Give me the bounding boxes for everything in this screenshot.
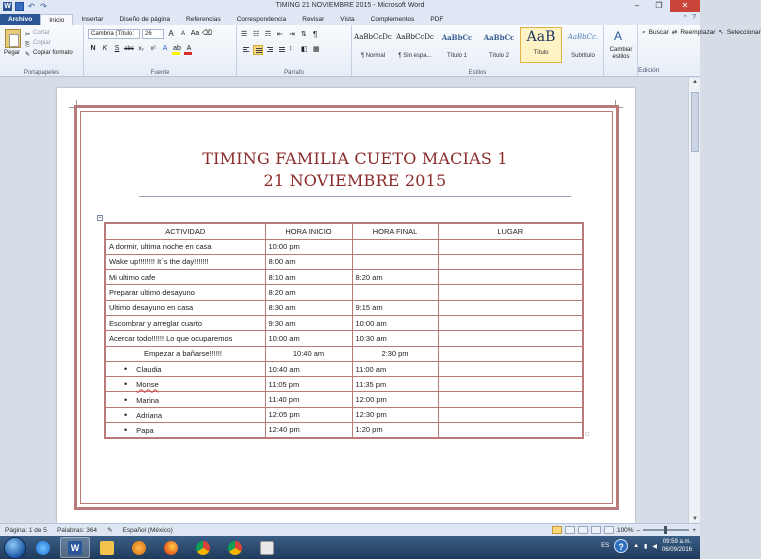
page-count[interactable]: Página: 1 de 5 — [5, 526, 47, 534]
text-effects-icon[interactable]: A — [162, 45, 168, 52]
style-sample: AaBbCcDc — [354, 33, 392, 41]
folder-icon — [100, 541, 114, 555]
window-title: TIMING 21 NOVIEMBRE 2015 - Microsoft Word — [275, 2, 425, 9]
cell-start[interactable]: 10:40 am — [265, 361, 352, 376]
media-player-icon — [132, 541, 146, 555]
cell-end[interactable]: 10:30 am — [352, 331, 438, 346]
borders-icon[interactable]: ▦ — [313, 46, 320, 53]
paste-icon[interactable] — [5, 29, 21, 48]
format-painter-button[interactable] — [25, 48, 73, 58]
activity-text: Claudia — [136, 365, 162, 375]
window-controls — [626, 0, 700, 12]
cell-start[interactable]: 9:30 am — [265, 315, 352, 330]
clock-date: 06/09/2016 — [661, 547, 692, 553]
cell-start[interactable]: 12:05 pm — [265, 407, 352, 422]
view-zoom-controls — [552, 526, 696, 534]
table-row — [105, 254, 583, 269]
cell-place[interactable] — [438, 239, 583, 254]
ribbon — [0, 25, 761, 77]
tab-correspondencia[interactable]: Correspondencia — [236, 16, 287, 23]
full-screen-view-button[interactable] — [565, 526, 575, 534]
undo-icon[interactable]: ↶ — [28, 2, 35, 11]
cell-activity[interactable]: Empezar a bañarse!!!!!! — [105, 346, 265, 361]
paragraph-group-label: Párrafo — [284, 70, 304, 76]
paragraph-group — [237, 25, 352, 77]
style-name: Título — [533, 50, 549, 56]
style-normal[interactable] — [352, 27, 394, 63]
table-row — [105, 239, 583, 254]
taskbar-word[interactable] — [60, 537, 90, 558]
find-label: Buscar — [648, 29, 669, 36]
table-resize-handle-icon[interactable]: ◻ — [585, 431, 590, 437]
cell-start[interactable]: 8:10 am — [265, 270, 352, 285]
cell-end[interactable]: 12:30 pm — [352, 407, 438, 422]
chrome-icon — [228, 541, 242, 555]
redo-icon[interactable]: ↷ — [40, 2, 47, 11]
ribbon-right-controls — [682, 14, 696, 22]
help-icon[interactable]: ? — [692, 14, 696, 21]
format-painter-label: Copiar formato — [33, 50, 73, 56]
cell-activity[interactable] — [105, 392, 265, 407]
cell-activity[interactable]: Wake up!!!!!!!! It´s the day!!!!!!! — [105, 254, 265, 269]
style-name: ¶ Sin espa... — [398, 53, 432, 59]
title-underline — [139, 196, 571, 197]
font-group — [84, 25, 237, 77]
style-name: ¶ Normal — [360, 53, 386, 59]
zoom-slider-thumb[interactable] — [664, 526, 667, 534]
tab-archivo[interactable]: Archivo — [0, 14, 40, 25]
table-row — [105, 315, 583, 330]
taskbar-app[interactable] — [252, 537, 282, 558]
highlight-icon[interactable]: ab — [172, 44, 182, 54]
taskbar-ie[interactable] — [28, 537, 58, 558]
clock-time: 09:59 a.m. — [662, 539, 692, 545]
replace-button[interactable] — [672, 27, 716, 38]
bold-button[interactable]: N — [90, 45, 96, 52]
cell-place[interactable] — [438, 346, 583, 361]
find-button[interactable] — [642, 27, 669, 38]
show-hidden-icons-icon[interactable]: ▲ — [633, 543, 640, 549]
cell-place[interactable] — [438, 377, 583, 392]
shading-icon[interactable]: ◧ — [301, 46, 308, 53]
app-icon — [260, 541, 274, 555]
cell-activity[interactable] — [105, 377, 265, 392]
paste-button[interactable]: Pegar — [4, 50, 21, 56]
copy-label: Copiar — [33, 40, 51, 46]
minimize-button[interactable]: – — [634, 1, 640, 10]
cell-activity[interactable]: Preparar ultimo desayuno — [105, 285, 265, 300]
word-count[interactable]: Palabras: 364 — [56, 526, 98, 534]
style-heading-1[interactable] — [436, 27, 478, 63]
increase-indent-icon[interactable]: ⇥ — [289, 31, 295, 38]
cell-end[interactable] — [352, 285, 438, 300]
header-lugar[interactable]: LUGAR — [438, 223, 583, 239]
cell-place[interactable] — [438, 285, 583, 300]
style-title[interactable] — [520, 27, 562, 63]
clock[interactable] — [662, 538, 692, 554]
style-subtitle[interactable] — [562, 27, 604, 63]
vertical-scrollbar[interactable] — [688, 78, 700, 523]
select-button[interactable] — [718, 27, 760, 38]
proofing-icon: ✎ — [107, 527, 113, 534]
bullets-icon[interactable]: ☰ — [241, 31, 248, 38]
header-actividad[interactable]: ACTIVIDAD — [105, 223, 265, 239]
firefox-icon — [164, 541, 178, 555]
italic-button[interactable]: K — [102, 45, 108, 52]
zoom-slider[interactable] — [643, 529, 689, 531]
activity-text: Marina — [136, 395, 160, 405]
table-row — [105, 407, 583, 422]
cell-end[interactable]: 1:20 pm — [352, 423, 438, 438]
style-name: Título 2 — [488, 53, 509, 59]
tab-inicio[interactable]: Inicio — [40, 14, 73, 25]
subscript-button[interactable]: x₂ — [138, 46, 144, 52]
cell-activity[interactable] — [105, 361, 265, 376]
schedule-table[interactable] — [104, 222, 584, 439]
scissors-icon: ✂ — [25, 32, 31, 38]
shrink-font-button[interactable]: A — [180, 31, 185, 37]
underline-button[interactable]: S — [114, 45, 120, 52]
maximize-button[interactable]: ❐ — [655, 1, 663, 10]
activity-text: A dormir, ultima noche en casa — [109, 242, 212, 252]
header-hora-final[interactable]: HORA FINAL — [352, 223, 438, 239]
font-color-icon[interactable]: A — [184, 44, 194, 54]
style-name: Título 1 — [446, 53, 467, 59]
document-page[interactable] — [57, 88, 635, 523]
title-bar — [0, 0, 700, 13]
align-left-icon[interactable] — [241, 45, 251, 55]
clipboard-group — [0, 25, 84, 77]
zoom-out-button[interactable]: – — [636, 526, 641, 534]
style-sample: AaBbCc — [441, 33, 473, 42]
table-row — [105, 392, 583, 407]
volume-icon[interactable]: ◀ — [652, 543, 657, 550]
table-row — [105, 300, 583, 315]
style-name: Subtítulo — [571, 53, 595, 59]
brush-icon: ✎ — [25, 52, 31, 58]
font-group-label: Fuente — [150, 70, 170, 76]
cell-activity[interactable]: Mi ultimo cafe — [105, 270, 265, 285]
table-row — [105, 331, 583, 346]
start-button[interactable] — [4, 537, 26, 559]
cell-start[interactable]: 11:05 pm — [265, 377, 352, 392]
cell-activity[interactable] — [105, 407, 265, 422]
taskbar-chrome-2[interactable] — [220, 537, 250, 558]
taskbar-firefox[interactable] — [156, 537, 186, 558]
document-title[interactable]: TIMING FAMILIA CUETO MACIAS 1 — [202, 149, 508, 168]
cell-start[interactable]: 12:40 pm — [265, 423, 352, 438]
cell-start[interactable]: 10:40 am — [265, 346, 352, 361]
tab-complementos[interactable]: Complementos — [370, 16, 415, 23]
system-tray — [601, 538, 692, 554]
line-spacing-icon[interactable]: ↕ — [289, 45, 293, 52]
cell-activity[interactable] — [105, 239, 265, 254]
tab-pdf[interactable]: PDF — [430, 16, 444, 23]
web-layout-view-button[interactable] — [578, 526, 588, 534]
table-row — [105, 377, 583, 392]
cell-place[interactable] — [438, 423, 583, 438]
style-sample: AaBbCc — [483, 33, 515, 42]
cell-start[interactable]: 10:00 pm — [265, 239, 352, 254]
cell-activity[interactable] — [105, 423, 265, 438]
table-row — [105, 346, 583, 361]
editing-group-label: Edición — [638, 67, 660, 74]
taskbar-chrome-1[interactable] — [188, 537, 218, 558]
tab-vista[interactable]: Vista — [340, 16, 355, 23]
document-date[interactable]: 21 NOVIEMBRE 2015 — [263, 171, 447, 190]
multilevel-list-icon[interactable]: ☶ — [265, 31, 272, 38]
style-no-spacing[interactable] — [394, 27, 436, 63]
replace-icon: ⇄ — [671, 29, 678, 36]
styles-group — [352, 25, 604, 77]
taskbar-explorer[interactable] — [92, 537, 122, 558]
zoom-in-button[interactable]: + — [692, 526, 696, 534]
font-name-combo[interactable]: Cambria (Título: — [88, 29, 140, 39]
chrome-icon — [196, 541, 210, 555]
cell-activity[interactable]: Acercar todo!!!!!! Lo que ocuparemos — [105, 331, 265, 346]
tab-revisar[interactable]: Revisar — [302, 16, 325, 23]
table-row — [105, 423, 583, 438]
table-row — [105, 285, 583, 300]
copy-icon: ⎘ — [25, 42, 30, 48]
cell-end[interactable]: 9:15 am — [352, 300, 438, 315]
styles-group-label: Estilos — [468, 70, 487, 76]
scroll-up-icon[interactable]: ▲ — [692, 79, 698, 85]
draft-view-button[interactable] — [604, 526, 614, 534]
sort-icon[interactable]: ⇅ — [301, 31, 307, 38]
ribbon-tabs — [0, 13, 700, 25]
language-status[interactable]: Español (México) — [122, 526, 173, 534]
cell-start[interactable]: 8:30 am — [265, 300, 352, 315]
taskbar-media[interactable] — [124, 537, 154, 558]
close-button[interactable]: ✕ — [670, 0, 700, 12]
cell-start[interactable]: 10:00 am — [265, 331, 352, 346]
cell-end[interactable]: 8:20 am — [352, 270, 438, 285]
cell-end[interactable]: 11:00 am — [352, 361, 438, 376]
cell-activity[interactable]: Ultimo desayuno en casa — [105, 300, 265, 315]
change-styles-button[interactable]: Cambiar estilos — [609, 47, 633, 60]
binoculars-icon: ⌕ — [642, 29, 646, 36]
cell-end[interactable]: 11:35 pm — [352, 377, 438, 392]
editing-group — [638, 25, 761, 77]
word-icon: W — [68, 541, 82, 555]
select-label: Seleccionar — [726, 29, 761, 36]
change-case-button[interactable]: Aa — [190, 30, 200, 37]
cut-button[interactable] — [25, 28, 73, 38]
taskbar — [0, 536, 700, 559]
table-header-row — [105, 223, 583, 239]
font-size-combo[interactable]: 26 — [142, 29, 164, 39]
cell-place[interactable] — [438, 254, 583, 269]
scroll-thumb[interactable] — [691, 92, 699, 152]
clipboard-group-label: Portapapeles — [23, 70, 60, 76]
cut-label: Cortar — [33, 30, 50, 36]
network-icon[interactable]: ▮ — [644, 543, 648, 550]
cell-activity[interactable]: Escombrar y arreglar cuarto — [105, 315, 265, 330]
language-indicator[interactable]: ES — [601, 543, 610, 549]
align-right-icon[interactable] — [265, 45, 275, 55]
cell-end[interactable]: 10:00 am — [352, 315, 438, 330]
cell-place[interactable] — [438, 300, 583, 315]
word-app-icon[interactable]: W — [4, 3, 11, 10]
style-sample: AaB — [526, 29, 556, 45]
justify-icon[interactable] — [277, 45, 287, 55]
scroll-down-icon[interactable]: ▼ — [692, 516, 698, 522]
help-tray-icon[interactable]: ? — [614, 539, 628, 553]
table-move-handle-icon[interactable]: + — [98, 215, 102, 221]
cell-place[interactable] — [438, 392, 583, 407]
activity-text: Adriana — [136, 410, 163, 420]
align-center-icon[interactable] — [253, 45, 263, 55]
activity-text: Papa — [136, 425, 154, 435]
header-hora-inicio[interactable]: HORA INICIO — [265, 223, 352, 239]
copy-button[interactable] — [25, 38, 73, 48]
zoom-level[interactable]: 100% — [616, 526, 634, 534]
cell-place[interactable] — [438, 331, 583, 346]
cell-start[interactable]: 8:20 am — [265, 285, 352, 300]
collapse-ribbon-icon[interactable]: ⌃ — [682, 15, 689, 22]
clear-format-icon[interactable]: ⌫ — [202, 30, 212, 37]
tab-diseno-pagina[interactable]: Diseño de página — [119, 16, 171, 23]
strikethrough-button[interactable]: abc — [124, 46, 134, 52]
table-row — [105, 361, 583, 376]
cell-end[interactable] — [352, 239, 438, 254]
tab-insertar[interactable]: Insertar — [81, 16, 104, 23]
superscript-button[interactable]: x² — [150, 46, 156, 52]
cell-start[interactable]: 11:40 pm — [265, 392, 352, 407]
cell-end[interactable]: 2:30 pm — [352, 346, 438, 361]
outline-view-button[interactable] — [591, 526, 601, 534]
proofing-status[interactable] — [102, 526, 117, 534]
grow-font-button[interactable]: A — [168, 29, 174, 38]
cell-start[interactable]: 8:00 am — [265, 254, 352, 269]
numbering-icon[interactable]: ☷ — [253, 31, 260, 38]
style-sample: AaBbCcDc — [396, 33, 434, 41]
table-row — [105, 270, 583, 285]
cell-place[interactable] — [438, 407, 583, 422]
cell-end[interactable] — [352, 254, 438, 269]
change-styles-group — [604, 25, 638, 77]
cell-end[interactable]: 12:00 pm — [352, 392, 438, 407]
style-sample: AaBbCc. — [567, 33, 599, 41]
activity-text: Monse — [136, 380, 159, 390]
decrease-indent-icon[interactable]: ⇤ — [277, 31, 283, 38]
ie-icon — [36, 541, 50, 555]
print-layout-view-button[interactable] — [552, 526, 562, 534]
show-marks-icon[interactable]: ¶ — [313, 30, 318, 39]
style-heading-2[interactable] — [478, 27, 520, 63]
tab-referencias[interactable]: Referencias — [186, 16, 221, 23]
change-styles-icon[interactable]: A — [614, 29, 623, 43]
status-bar — [0, 523, 700, 536]
cell-place[interactable] — [438, 315, 583, 330]
select-arrow-icon: ↖ — [718, 29, 724, 36]
cell-place[interactable] — [438, 270, 583, 285]
replace-label: Reemplazar — [680, 29, 716, 36]
cell-place[interactable] — [438, 361, 583, 376]
